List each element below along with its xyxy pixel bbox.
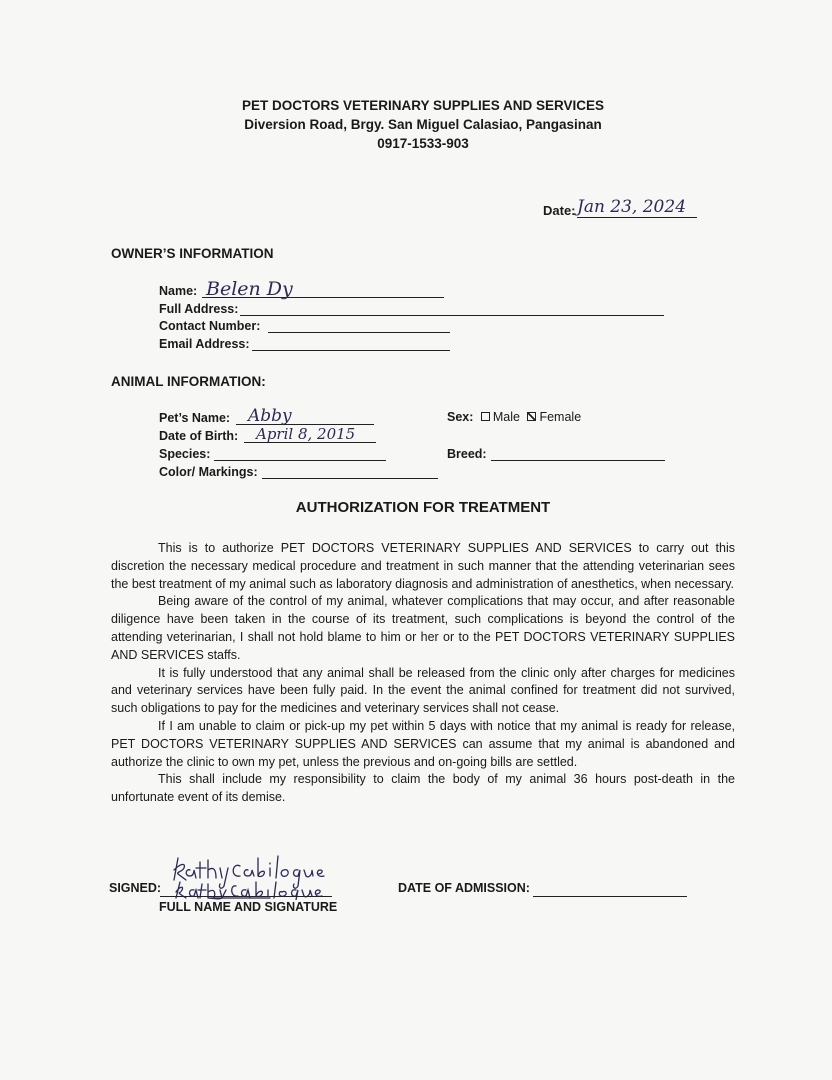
owner-name-label: Name: — [159, 284, 198, 298]
sex-field — [447, 410, 581, 424]
male-checkbox[interactable] — [481, 412, 490, 421]
female-label: Female — [539, 410, 582, 424]
date-value: Jan 23, 2024 — [577, 197, 697, 218]
authorization-title: AUTHORIZATION FOR TREATMENT — [295, 499, 551, 516]
owner-email-line — [252, 350, 450, 351]
authorization-paragraph: This shall include my responsibility to claim the body of my animal 36 hours post-death in the unfortunate event of its demise. — [111, 772, 735, 805]
dob-label: Date of Birth: — [159, 429, 239, 443]
full-name-signature-label: FULL NAME AND SIGNATURE — [159, 900, 338, 914]
company-name: PET DOCTORS VETERINARY SUPPLIES AND SERVICES — [241, 98, 605, 113]
owner-address-label: Full Address: — [159, 302, 239, 316]
color-markings-label: Color/ Markings: — [159, 465, 258, 479]
species-label: Species: — [159, 447, 211, 461]
female-checkbox[interactable] — [527, 412, 536, 421]
species-line — [214, 460, 386, 461]
signed-label: SIGNED: — [109, 881, 162, 895]
pet-name-label: Pet’s Name: — [159, 411, 231, 425]
handwritten-signature — [160, 852, 335, 900]
authorization-paragraph: This is to authorize PET DOCTORS VETERINARY SUPPLIES AND SERVICES to carry out this discretion the necessary medical procedure and treatment in such manner that the attending veterinarian sees the best treatment of my animal such as laboratory diagnosis and administration of anesthetics, when necessary. — [111, 541, 735, 591]
signature-line — [160, 896, 332, 897]
sex-label: Sex: — [447, 410, 474, 424]
pet-name-value: Abby — [248, 406, 292, 426]
owner-name-value: Belen Dy — [206, 278, 293, 300]
male-label: Male — [492, 410, 520, 424]
owner-contact-label: Contact Number: — [159, 319, 261, 333]
owner-address-line — [240, 315, 664, 316]
authorization-paragraph: Being aware of the control of my animal, whatever complications that may occur, and after reasonable diligence have been taken in the course of its treatment, such complications is beyond the control of the attending veterinarian, I shall not hold blame to him or her or to the PET DOCTORS VETERINARY SUPPLIES AND SERVICES staffs. — [111, 594, 735, 662]
authorization-paragraph: If I am unable to claim or pick-up my pet within 5 days with notice that my animal is ready for release, PET DOCTORS VETERINARY SUPPLIES AND SERVICES can assume that my animal is abandoned and authorize the clinic to own my pet, unless the previous and on-going bills are settled. — [111, 718, 735, 769]
animal-info-title: ANIMAL INFORMATION: — [111, 374, 266, 389]
date-of-admission-label: DATE OF ADMISSION: — [398, 881, 530, 895]
date-field — [543, 197, 687, 218]
authorization-body — [111, 540, 735, 807]
owner-contact-line — [268, 332, 450, 333]
company-phone: 0917-1533-903 — [377, 136, 469, 151]
owner-info-title: OWNER’S INFORMATION — [111, 246, 274, 261]
letterhead — [0, 96, 832, 153]
authorization-paragraph: It is fully understood that any animal shall be released from the clinic only after charges for medicines and veterinary services have been fully paid. In the event the animal confined for treatment did not survived, such obligations to pay for the medicines and veterinary services shall not cease. — [111, 665, 735, 716]
color-markings-line — [262, 478, 438, 479]
breed-line — [491, 460, 665, 461]
owner-email-label: Email Address: — [159, 337, 250, 351]
company-address: Diversion Road, Brgy. San Miguel Calasiao, Pangasinan — [244, 117, 602, 132]
date-label: Date: — [543, 203, 576, 218]
date-of-admission-line — [533, 896, 687, 897]
breed-label: Breed: — [447, 447, 487, 461]
dob-value: April 8, 2015 — [256, 425, 356, 443]
